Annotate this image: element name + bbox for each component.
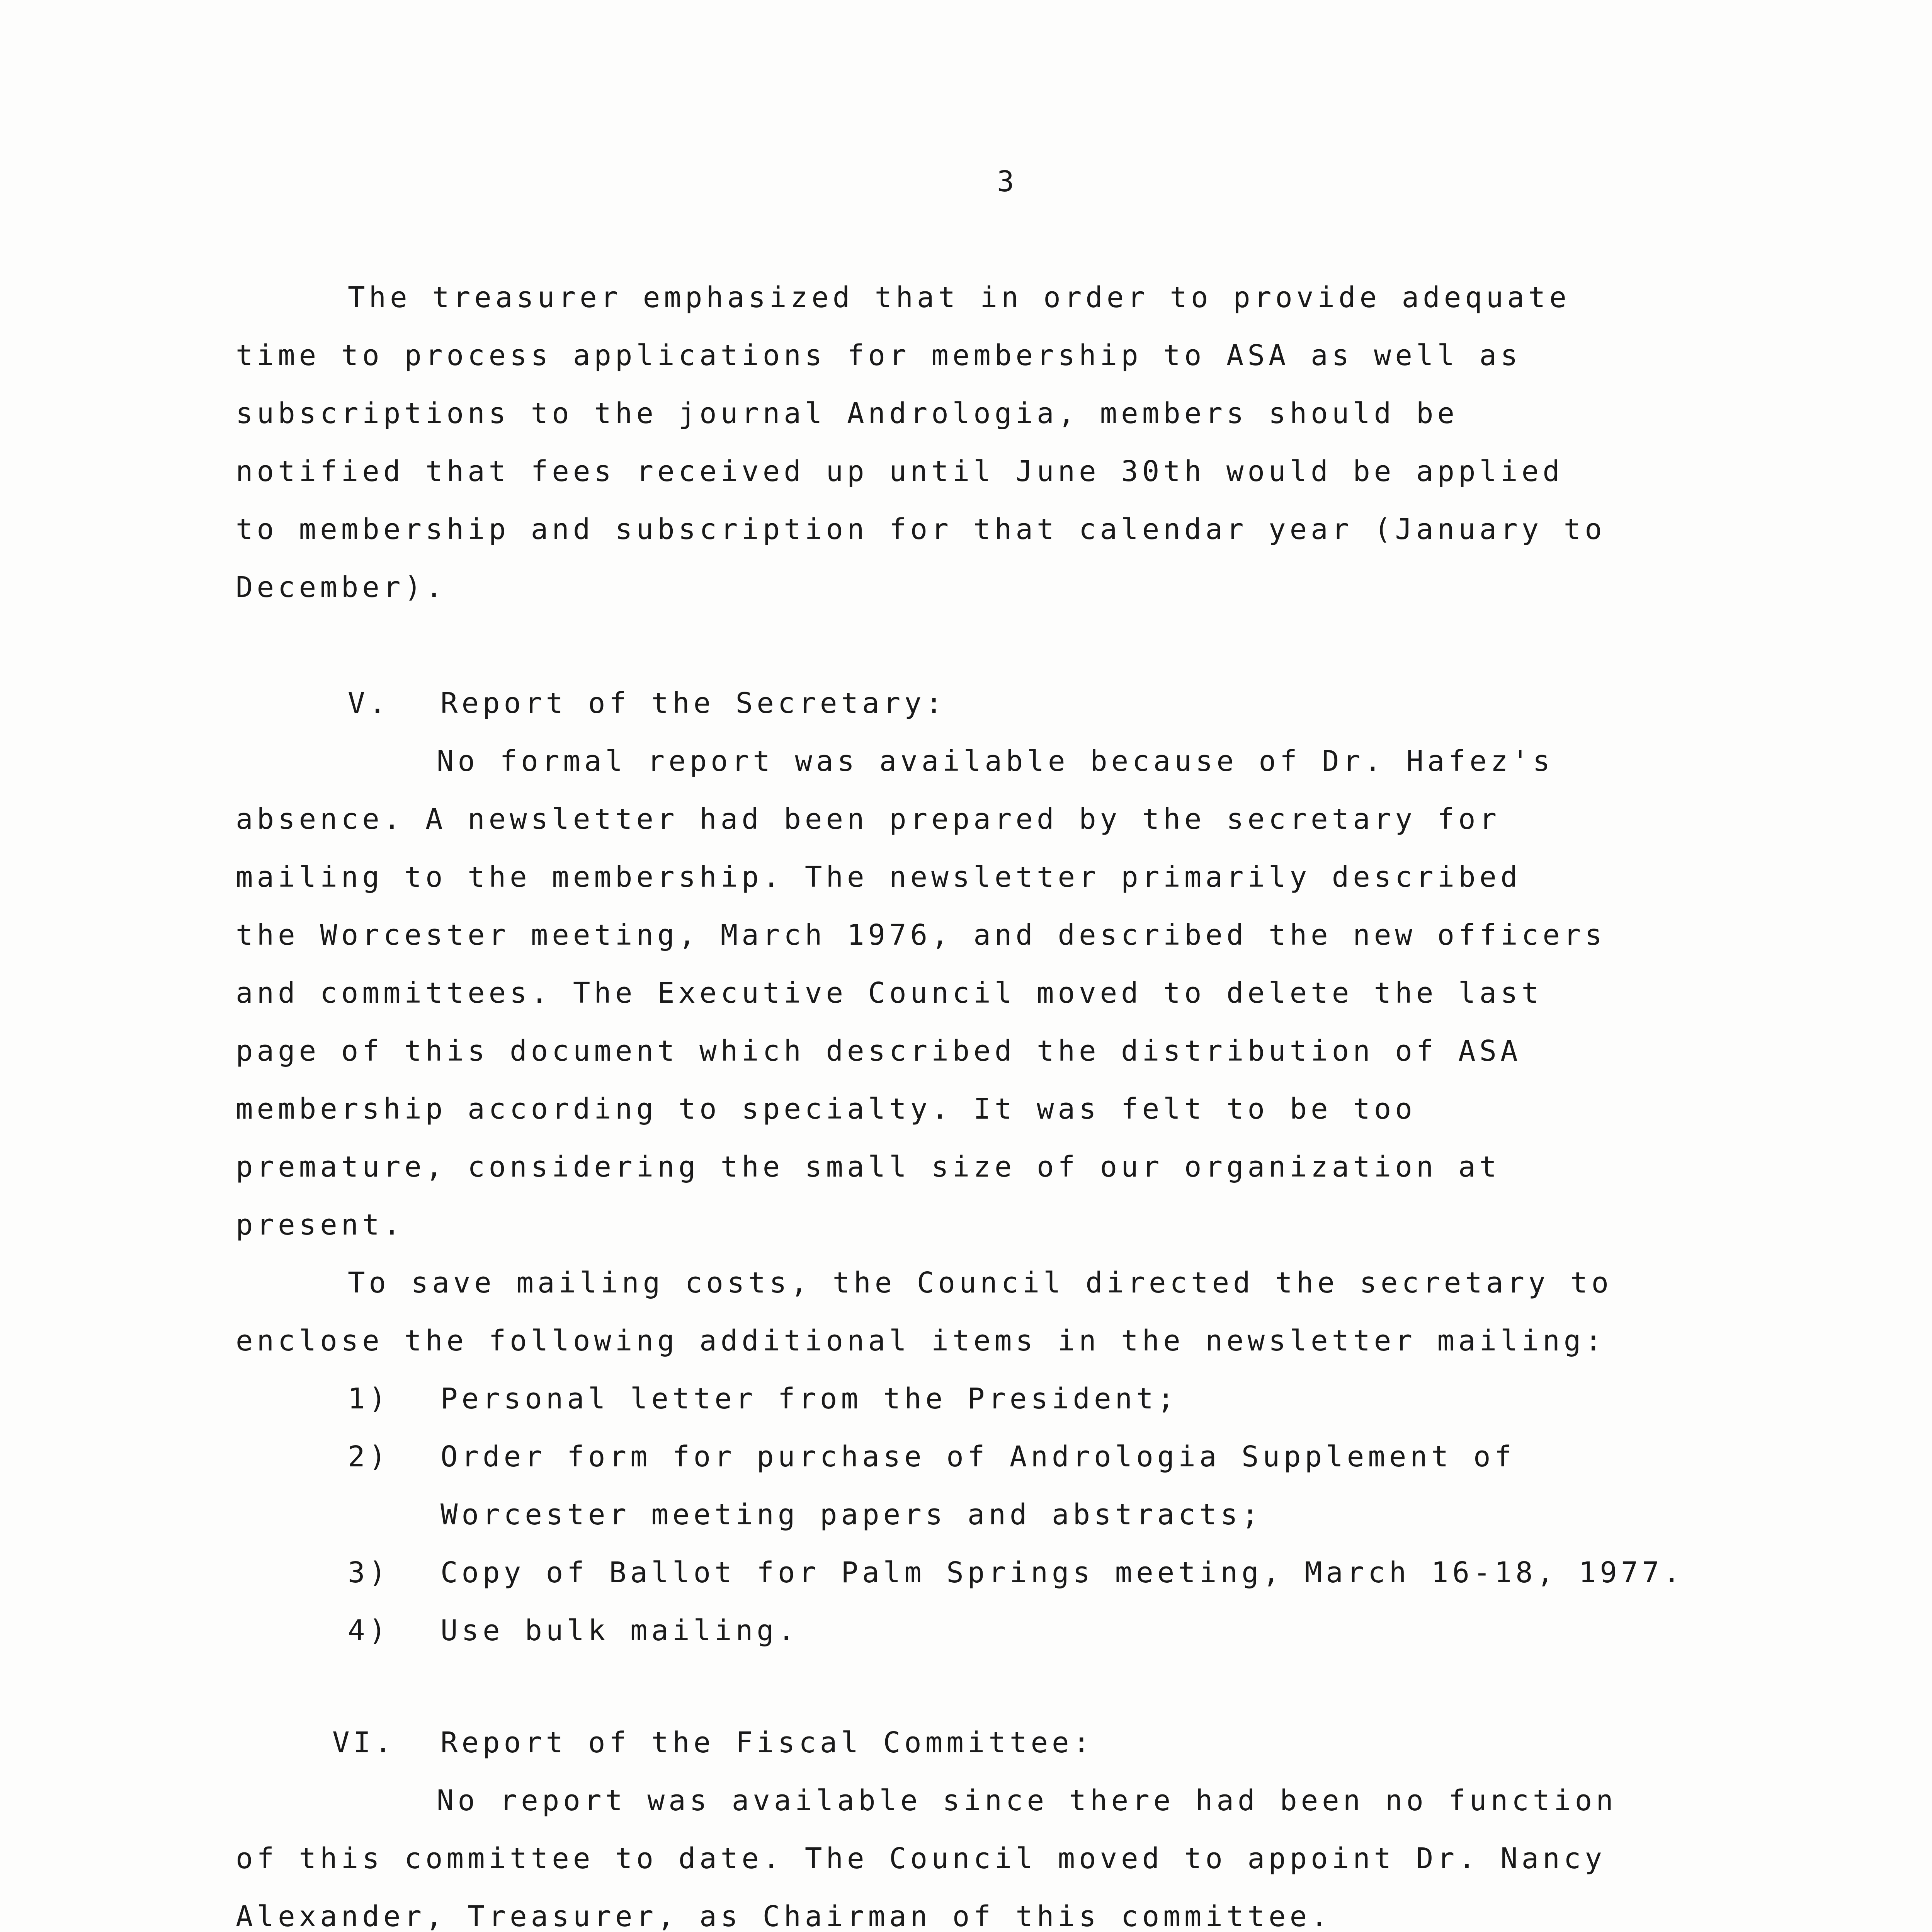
- text-line: To save mailing costs, the Council directed the secretary to: [348, 1266, 1613, 1299]
- text-line: present.: [236, 1208, 405, 1242]
- text-line: to membership and subscription for that calendar year (January to: [236, 513, 1606, 546]
- text-line: No formal report was available because of Dr. Hafez's: [437, 745, 1554, 778]
- text-line: premature, considering the small size of our organization at: [236, 1150, 1501, 1184]
- section-numeral: VI.: [332, 1726, 396, 1759]
- text-line: No report was available since there had been no function: [437, 1784, 1617, 1817]
- text-line: membership according to specialty. It was felt to be too: [236, 1092, 1416, 1126]
- list-item-number: 2): [348, 1440, 390, 1473]
- list-item-text: Worcester meeting papers and abstracts;: [440, 1498, 1263, 1531]
- section-title: Report of the Fiscal Committee:: [440, 1726, 1094, 1759]
- section-numeral: V.: [348, 687, 390, 720]
- text-line: of this committee to date. The Council moved to appoint Dr. Nancy: [236, 1842, 1606, 1875]
- text-line: December).: [236, 571, 447, 604]
- section-title: Report of the Secretary:: [440, 687, 947, 720]
- list-item-text: Use bulk mailing.: [440, 1614, 799, 1647]
- list-item-number: 3): [348, 1556, 390, 1589]
- list-item-number: 4): [348, 1614, 390, 1647]
- text-line: absence. A newsletter had been prepared by the secretary for: [236, 803, 1501, 836]
- text-line: subscriptions to the journal Andrologia, members should be: [236, 397, 1459, 430]
- list-item-text: Copy of Ballot for Palm Springs meeting, March 16-18, 1977.: [440, 1556, 1684, 1589]
- text-line: page of this document which described the distribution of ASA: [236, 1034, 1522, 1068]
- text-line: enclose the following additional items in the newsletter mailing:: [236, 1324, 1606, 1357]
- text-line: the Worcester meeting, March 1976, and described the new officers: [236, 918, 1606, 952]
- list-item-text: Order form for purchase of Andrologia Supplement of: [440, 1440, 1516, 1473]
- list-item-text: Personal letter from the President;: [440, 1382, 1179, 1415]
- page-number: 3: [997, 165, 1018, 198]
- text-line: The treasurer emphasized that in order to provide adequate: [348, 281, 1571, 314]
- text-line: notified that fees received up until June 30th would be applied: [236, 455, 1564, 488]
- text-line: time to process applications for membership to ASA as well as: [236, 339, 1522, 372]
- text-line: mailing to the membership. The newsletter primarily described: [236, 861, 1522, 894]
- text-line: and committees. The Executive Council moved to delete the last: [236, 976, 1543, 1010]
- text-line: Alexander, Treasurer, as Chairman of this committee.: [236, 1900, 1332, 1932]
- list-item-number: 1): [348, 1382, 390, 1415]
